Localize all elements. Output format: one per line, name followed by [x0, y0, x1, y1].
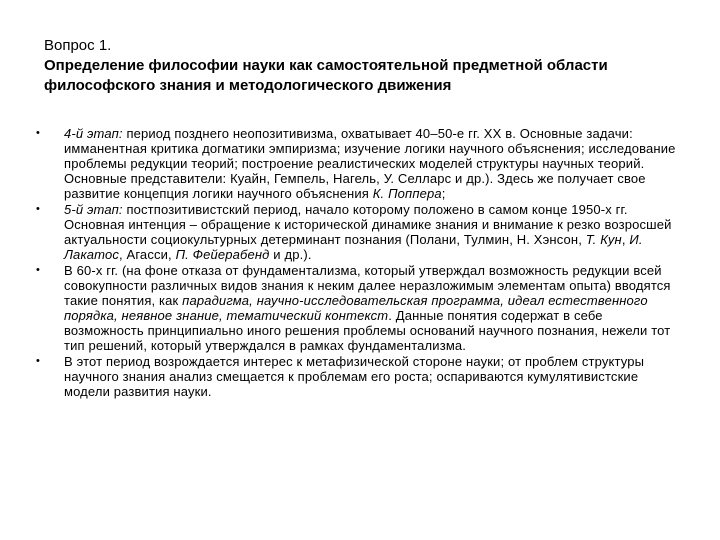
author-name: И. Лакатос	[64, 232, 643, 262]
text-run: постпозитивистский период, начало которому положено в самом конце 1950-х гг. Основная интенция – обращение к исторической динамике знания и внимание к резко возросшей актуальности социокультурных детерминант познания (Полани, Тулмин, Н. Хэнсон,	[64, 202, 672, 247]
list-item	[36, 354, 684, 399]
text-run: . Данные понятия содержат в себе возможность принципиально иного решения проблемы оснований научного познания, нежели тот тип решений, который утверждался в рамках фундаментализма.	[64, 308, 671, 353]
question-label: Вопрос 1.	[44, 37, 112, 54]
bullet-icon: •	[36, 264, 41, 276]
item-text	[64, 202, 671, 262]
list-item	[36, 263, 684, 353]
bullet-icon: •	[36, 355, 41, 367]
text-run: ;	[441, 186, 446, 201]
item-text	[64, 263, 671, 353]
text-run: ,	[621, 232, 630, 247]
list-item	[36, 202, 684, 262]
text-run: В 60-х гг. (на фоне отказа от фундаментализма, который утверждал возможность редукции всей совокупности различных видов знания к неким далее неразложимым элементам опыта) вводятся такие понятия, как	[64, 263, 671, 308]
bullet-list	[36, 126, 684, 400]
list-item	[36, 126, 684, 201]
author-name: П. Фейерабенд	[175, 247, 270, 262]
concept-terms: парадигма, научно-исследовательская программа, идеал естественного порядка, неявное знание, тематический контекст	[64, 293, 648, 323]
text-run: , Агасси,	[118, 247, 176, 262]
item-text	[64, 354, 644, 399]
stage-label: 5-й этап:	[64, 202, 123, 217]
slide-header	[44, 36, 694, 96]
bullet-icon: •	[36, 127, 41, 139]
text-run: и др.).	[269, 247, 312, 262]
bullet-icon: •	[36, 203, 41, 215]
author-name: К. Поппера	[372, 186, 442, 201]
slide-title: Определение философии науки как самостоятельной предметной области философского знания и методологического движения	[44, 57, 608, 94]
text-run: период позднего неопозитивизма, охватывает 40–50-е гг. ХХ в. Основные задачи: имманентная критика догматики эмпиризма; изучение логики научного объяснения; исследование проблемы редукции теорий; построение реалистических моделей структуры научных теорий. Основные представители: Куайн, Гемпель, Нагель, У. Селларс и др.). Здесь же получает свое развитие концепция логики научного объяснения	[64, 126, 676, 201]
item-text	[64, 126, 676, 201]
text-run: В этот период возрождается интерес к метафизической стороне науки; от проблем структуры научного знания анализ смещается к проблемам его роста; оспариваются кумулятивистские модели развития науки.	[64, 354, 645, 399]
stage-label: 4-й этап:	[64, 126, 123, 141]
author-name: Т. Кун	[585, 232, 622, 247]
